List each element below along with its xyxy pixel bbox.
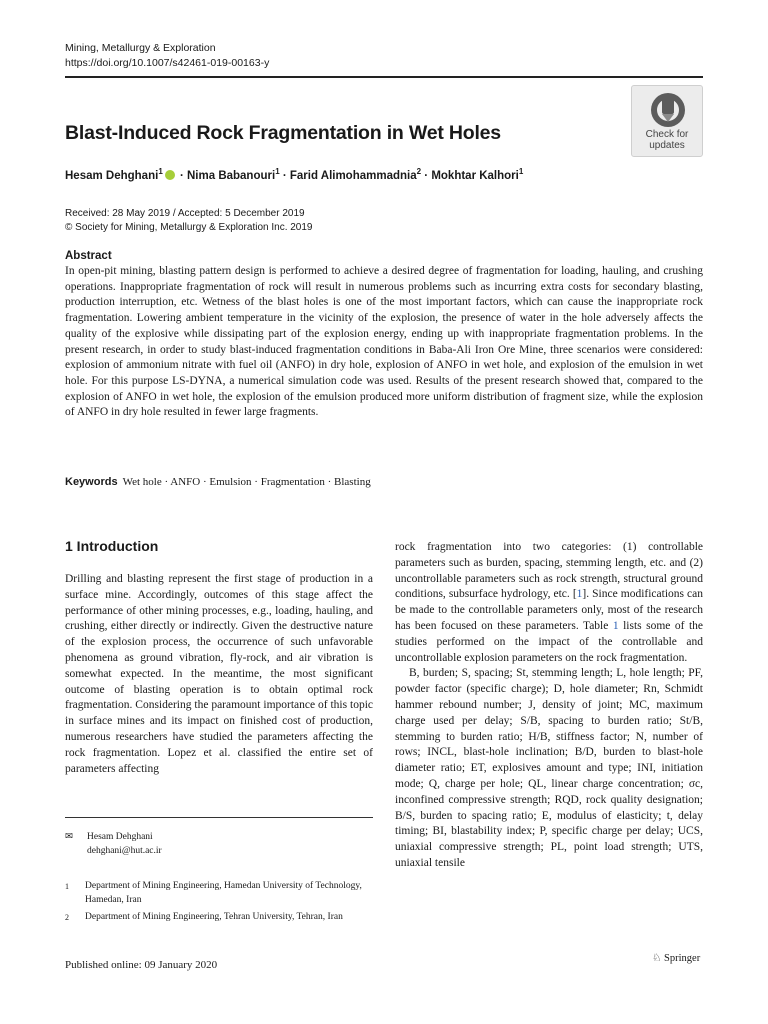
badge-line1: Check for (645, 129, 689, 140)
citation-link[interactable]: 1 (576, 588, 583, 601)
paragraph: rock fragmentation into two categories: (1) controllable parameters such as burden, spacing, stemming length, etc. and (2) uncontrollable parameters such as rock strength, structural ground conditions, subsurface hydrology, etc. [1]. Since modifications can be made to the controllable parameters only, most of the research has been focused on these parameters. Table 1 lists some of the studies performed on the impact of the controllable and uncontrollable explosion parameters on the rock fragmentation. (395, 541, 703, 664)
orcid-icon[interactable] (165, 170, 175, 180)
received-accepted: Received: 28 May 2019 / Accepted: 5 December 2019 (65, 208, 305, 219)
copyright-icon: © (65, 222, 76, 233)
badge-line2: updates (649, 140, 685, 151)
journal-header (65, 41, 269, 71)
author-affiliation: 1 (275, 167, 280, 176)
corr-email[interactable]: dehghani@hut.ac.ir (87, 845, 162, 856)
copyright-line: © Society for Mining, Metallurgy & Exploration Inc. 2019 (65, 222, 313, 233)
intro-left-column: Drilling and blasting represent the first stage of production in a surface mine. Accordingly, outcomes of this stage affect the performance of other mining processes, e.g., loading, hauling, and crushing, either directly or indirectly. Given the destructive nature of the explosion process, the occurrence of such unfavorable phenomena as ground vibration, fly-rock, and air vibration is somewhat expected. In the meantime, the most significant outcome of blasting operation is to obtain optimal rock fragmentation. Considering the paramount importance of this topic in surface mines and its impact on finished cost of production, numerous researchers have studied the parameters affecting the rock fragmentation. Lopez et al. classified the entire set of parameters affecting (65, 573, 373, 775)
author-name[interactable]: Hesam Dehghani (65, 169, 159, 182)
corresponding-author (65, 831, 162, 858)
corr-name: Hesam Dehghani (87, 832, 153, 842)
paragraph: B, burden; S, spacing; St, stemming length; L, hole length; PF, powder factor (specific charge); D, hole diameter; Rn, Schmidt hammer rebound number; J, density of joint; MC, maximum charge used per delay; S/B, spacing to burden ratio; St/B, stemming to burden ratio; H/B, stiffness factor; N, number of rows; INCL, blast-hole inclination; B/D, burden to blast-hole diameter ratio; ET, explosives amount and type; INI, initiation mode; Q, charge per hole; QL, linear charge concentration; σc, inconfined compressive strength; RQD, rock quality designation; B/S, burden to spacing ratio; E, modulus of elasticity; t, delay timing; BI, blastability index; P, specific charge per delay; UCS, uniaxial compressive strength; PL, point load strength; UTS, uniaxial tensile (395, 667, 703, 869)
intro-right-column (395, 540, 703, 872)
table-link[interactable]: 1 (612, 619, 619, 632)
author-affiliation: 1 (158, 167, 163, 176)
published-date: Published online: 09 January 2020 (65, 959, 218, 971)
header-rule (65, 76, 703, 78)
author-list: Hesam Dehghani$^1$ · Nima Babanouri$^1$ · Farid Alimohammadnia$^2$ · Mokhtar Kalhori$^1$ (65, 167, 524, 182)
section-heading: 1 Introduction (65, 538, 159, 554)
footnote-number: 2 (65, 913, 69, 922)
envelope-icon: ✉ (65, 832, 73, 842)
footnote-text: Department of Mining Engineering, Tehran University, Tehran, Iran (85, 912, 343, 922)
doi-link[interactable]: https://doi.org/10.1007/s42461-019-00163-y (65, 57, 270, 69)
article-title: Blast-Induced Rock Fragmentation in Wet Holes (65, 122, 501, 144)
footnote-number: 1 (65, 882, 69, 891)
journal-name: Mining, Metallurgy & Exploration (65, 42, 216, 54)
crossmark-icon (648, 90, 688, 130)
springer-horse-icon: ♘ (652, 953, 662, 964)
keywords-list: Wet hole · ANFO · Emulsion · Fragmentation · Blasting (122, 476, 371, 488)
footnote-rule (65, 817, 373, 818)
abstract-text: In open-pit mining, blasting pattern design is performed to achieve a desired degree of fragmentation for loading, hauling, and crushing operations. Inappropriate fragmentation of rock will result in numerous problems such as incurring extra costs for secondary blasting, production interruption, etc. Wetness of the blast holes is one of the most important factors, which can cause the inappropriate rock fragmentation. Lowering ambient temperature in the vicinity of the explosion, the presence of water in the hole adversely affects the quality of the explosive while dissipating part of the explosion energy, ending up with inappropriate fragmentation problems. In the present research, in order to study blast-induced fragmentation conditions in Baba-Ali Iron Ore Mine, three scenarios were considered: explosion of ammonium nitrate with fuel oil (ANFO) in dry hole, explosion of ANFO in wet hole, and explosion of the emulsion in wet hole. For this purpose LS-DYNA, a numerical simulation code was used. Results of the present research showed that, compared to the explosion of ANFO in wet hole, the explosion of the emulsion produced more uniform distribution of fragment size, while the explosion of ANFO in dry hole resulted in fewer large fragments. (65, 265, 703, 419)
check-for-updates-badge[interactable] (631, 85, 703, 157)
publisher-name: Springer (664, 953, 701, 964)
author-name[interactable]: Mokhtar Kalhori (431, 169, 519, 182)
affiliation-footnote (65, 911, 373, 925)
affiliation-footnote (65, 880, 373, 907)
keywords (65, 476, 371, 488)
author-name[interactable]: Nima Babanouri (187, 169, 276, 182)
footnote-text: Department of Mining Engineering, Hamedan University of Technology, Hamedan, Iran (85, 881, 362, 905)
abstract-heading: Abstract (65, 250, 112, 262)
author-affiliation: 1 (518, 167, 524, 176)
article-dates (65, 207, 313, 235)
publisher-logo (652, 952, 700, 964)
keywords-label: Keywords (65, 476, 118, 488)
author-affiliation: 2 (416, 167, 422, 176)
author-name[interactable]: Farid Alimohammadnia (289, 169, 417, 182)
